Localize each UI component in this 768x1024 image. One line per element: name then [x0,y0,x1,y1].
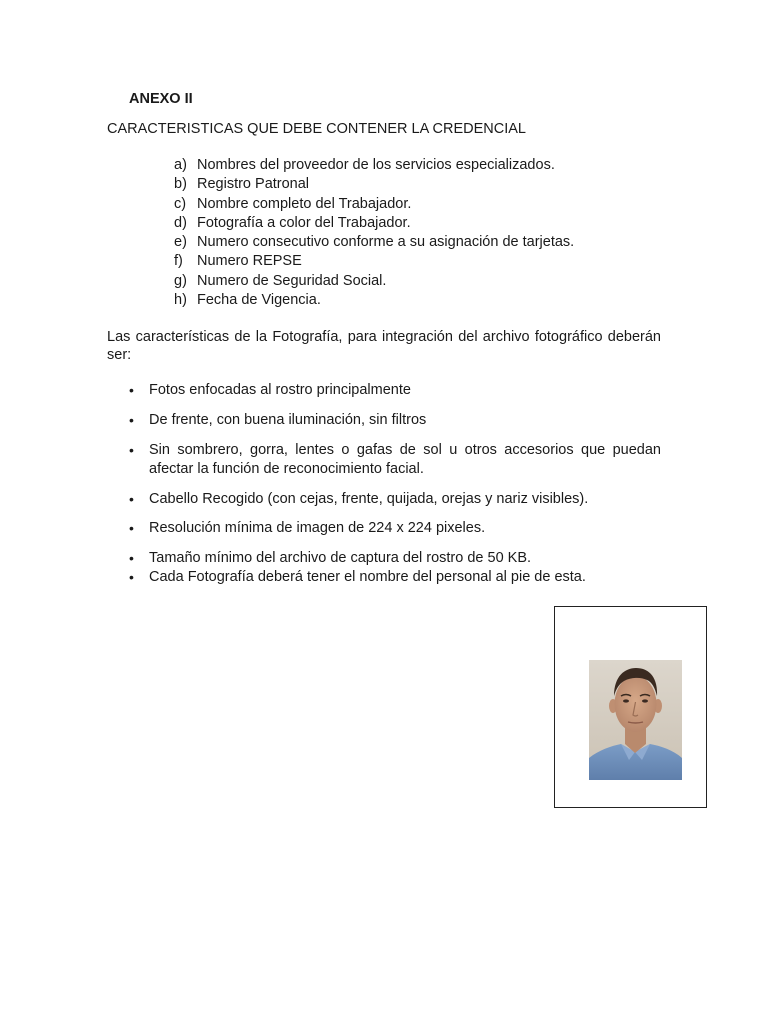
list-item [174,214,574,233]
list-item [174,233,574,252]
list-item [174,272,574,291]
bullet-icon: • [129,442,134,458]
list-item-text: De frente, con buena iluminación, sin filtros [149,412,427,428]
portrait-photo [589,660,682,780]
list-item-text: Tamaño mínimo del archivo de captura del rostro de 50 KB. [149,550,532,566]
list-item [174,291,574,310]
list-item [129,549,661,568]
list-item-text: Cada Fotografía deberá tener el nombre del personal al pie de esta. [149,569,586,585]
photo-frame [554,606,707,808]
bullet-icon: • [129,569,134,585]
list-marker: a) [174,157,187,173]
list-item [174,195,574,214]
list-item-text: Registro Patronal [197,176,310,193]
bullet-icon: • [129,382,134,398]
list-item [129,490,661,509]
list-item-text: Fotos enfocadas al rostro principalmente [149,382,411,398]
bullet-icon: • [129,412,134,428]
list-marker: d) [174,214,187,231]
list-item [129,519,661,538]
requirements-list [174,156,574,310]
list-item-text: Numero de Seguridad Social. [197,272,387,289]
person-portrait-icon [589,660,682,780]
list-item-text: Numero REPSE [197,253,302,270]
list-marker: g) [174,272,187,289]
list-item [174,252,574,271]
list-item [129,568,661,587]
list-marker: c) [174,195,187,212]
list-item [174,156,574,175]
list-item-text: Fotografía a color del Trabajador. [197,214,411,231]
photo-intro-paragraph: Las características de la Fotografía, para integración del archivo fotográfico deberán ser: [107,329,661,363]
bullet-icon: • [129,491,134,507]
list-item-text: Resolución mínima de imagen de 224 x 224 pixeles. [149,520,486,536]
list-item [129,411,661,430]
list-marker: h) [174,292,187,309]
list-item [174,175,574,194]
list-item-text: Fecha de Vigencia. [197,292,321,309]
list-item [129,441,661,478]
list-marker: b) [174,176,187,193]
list-item-text: Cabello Recogido (con cejas, frente, quijada, orejas y nariz visibles). [149,491,589,507]
bullet-icon: • [129,520,134,536]
list-item-text: Sin sombrero, gorra, lentes o gafas de sol u otros accesorios que puedan afectar la función de reconocimiento facial. [149,442,661,477]
section-title: CARACTERISTICAS QUE DEBE CONTENER LA CREDENCIAL [107,121,526,137]
list-item-text: Numero consecutivo conforme a su asignación de tarjetas. [197,234,575,251]
list-marker: f) [174,253,183,270]
list-item-text: Nombre completo del Trabajador. [197,195,412,212]
list-item [129,381,661,400]
annex-title: ANEXO II [129,91,193,107]
list-item-text: Nombres del proveedor de los servicios especializados. [197,157,555,173]
list-marker: e) [174,234,187,251]
bullet-icon: • [129,550,134,566]
